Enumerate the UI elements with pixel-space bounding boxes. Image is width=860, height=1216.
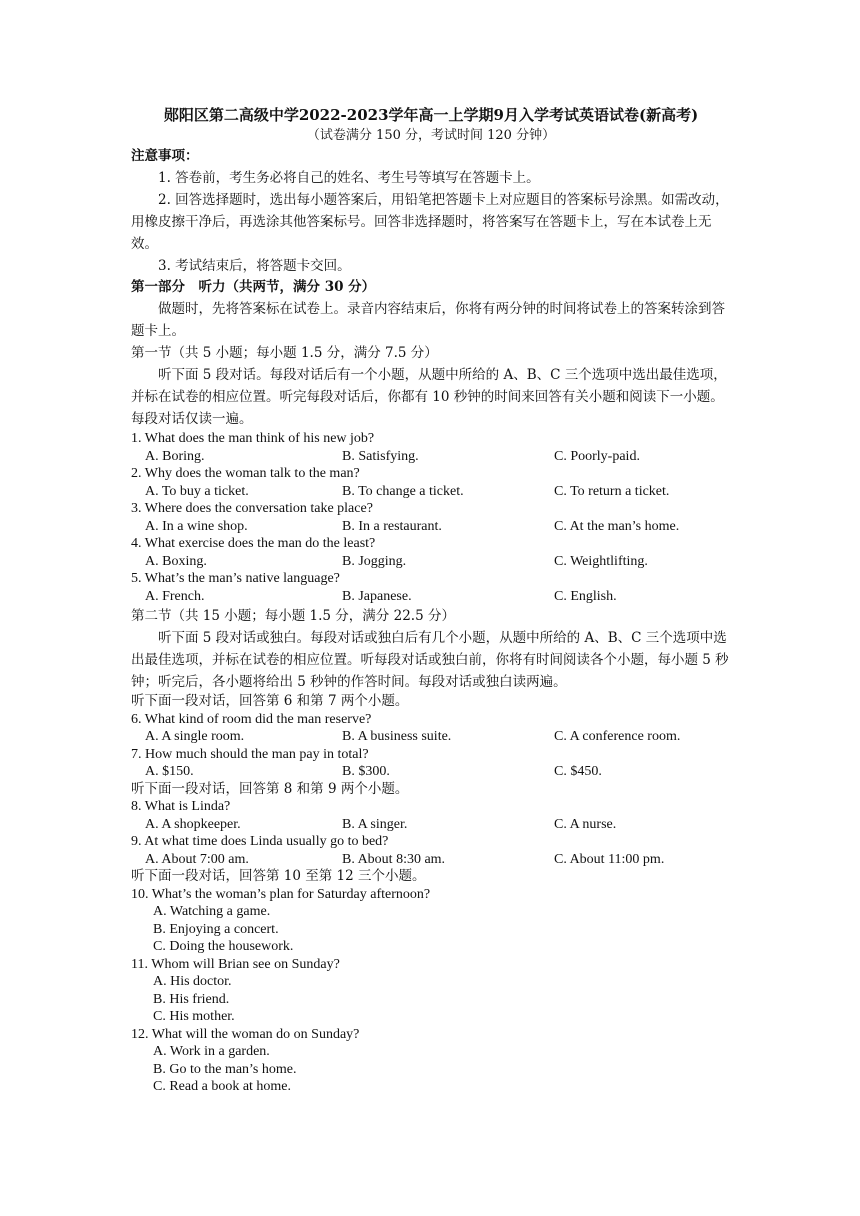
question-block (131, 956, 731, 1026)
question-text: 10. What’s the woman’s plan for Saturday afternoon? (131, 886, 431, 902)
option-a: A. Boring. (145, 448, 205, 464)
option-b: B. A business suite. (342, 729, 452, 744)
option-a: A. $150. (145, 764, 194, 779)
option-a: A. A shopkeeper. (145, 816, 241, 832)
question-options (131, 518, 731, 536)
exam-page (131, 104, 731, 1096)
option-b: B. Enjoying a concert. (153, 921, 279, 937)
question-options (131, 448, 731, 466)
option-c: C. Doing the housework. (153, 939, 294, 954)
option-b: B. A singer. (342, 816, 408, 832)
exam-subtitle: （试卷满分 150 分，考试时间 120 分钟） (306, 128, 556, 143)
option-a: A. About 7:00 am. (145, 851, 249, 867)
question-options (131, 588, 731, 606)
option-c: C. English. (554, 588, 617, 604)
option-a: A. Watching a game. (153, 904, 271, 919)
question-options (131, 763, 731, 781)
option-c: C. $450. (554, 764, 602, 779)
question-block (131, 798, 731, 833)
question-block (131, 430, 731, 465)
section1-intro: 听下面 5 段对话。每段对话后有一个小题，从题中所给的 A、B、C 三个选项中选出最佳选项，并标在试卷的相应位置。听完每段对话后，你都有 10 秒钟的时间来回答有关小题和阅读下一小题。每段对话仅读一遍。 (131, 367, 727, 427)
option-c: C. To return a ticket. (554, 483, 670, 499)
option-b: B. Jogging. (342, 553, 407, 569)
question-options (131, 816, 731, 834)
question-block (131, 500, 731, 535)
group-instruction: 听下面一段对话，回答第 10 至第 12 三个小题。 (131, 868, 426, 884)
option-a: A. A single room. (145, 729, 245, 744)
question-options (131, 851, 731, 869)
question-text: 1. What does the man think of his new job? (131, 431, 375, 446)
question-text: 3. Where does the conversation take place? (131, 501, 373, 516)
question-block (131, 1026, 731, 1096)
question-text: 8. What is Linda? (131, 799, 231, 814)
question-options (131, 553, 731, 571)
question-text: 9. At what time does Linda usually go to bed? (131, 834, 389, 849)
section2-intro: 听下面 5 段对话或独白。每段对话或独白后有几个小题，从题中所给的 A、B、C 三个选项中选出最佳选项，并标在试卷的相应位置。听每段对话或独白前，你将有时间阅读各个小题，每小题 5 秒钟；听完后，各小题将给出 5 秒钟的作答时间。每段对话或独白读两遍。 (131, 630, 729, 690)
option-a: A. To buy a ticket. (145, 483, 249, 499)
option-a: A. French. (145, 588, 205, 604)
option-b: B. Satisfying. (342, 448, 419, 464)
option-b: B. His friend. (153, 991, 230, 1007)
question-block (131, 570, 731, 605)
option-b: B. In a restaurant. (342, 518, 442, 534)
notice-item: 1. 答卷前，考生务必将自己的姓名、考生号等填写在答题卡上。 (158, 170, 540, 186)
option-c: C. Weightlifting. (554, 553, 648, 569)
option-a: A. Boxing. (145, 553, 207, 569)
question-options (131, 728, 731, 746)
question-block (131, 746, 731, 781)
question-text: 2. Why does the woman talk to the man? (131, 466, 360, 481)
option-b: B. About 8:30 am. (342, 851, 446, 867)
option-b: B. To change a ticket. (342, 483, 464, 499)
question-text: 7. How much should the man pay in total? (131, 746, 369, 762)
option-a: A. In a wine shop. (145, 518, 248, 534)
question-block (131, 833, 731, 868)
question-block (131, 535, 731, 570)
exam-title: 郧阳区第二高级中学2022-2023学年高一上学期9月入学考试英语试卷(新高考) (163, 106, 699, 124)
question-text: 4. What exercise does the man do the least? (131, 536, 376, 551)
notice-item: 3. 考试结束后，将答题卡交回。 (158, 258, 351, 274)
option-a: A. His doctor. (153, 974, 232, 989)
option-c: C. Poorly-paid. (554, 448, 640, 464)
part1-intro: 做题时，先将答案标在试卷上。录音内容结束后，你将有两分钟的时间将试卷上的答案转涂到答题卡上。 (131, 301, 725, 339)
notice-item: 2. 回答选择题时，选出每小题答案后，用铅笔把答题卡上对应题目的答案标号涂黑。如需改动，用橡皮擦干净后，再选涂其他答案标号。回答非选择题时，将答案写在答题卡上，写在本试卷上无效。 (131, 192, 729, 252)
group-instruction: 听下面一段对话，回答第 8 和第 9 两个小题。 (131, 780, 409, 797)
option-a: A. Work in a garden. (153, 1044, 270, 1059)
question-options (131, 483, 731, 501)
notice-heading: 注意事项： (131, 148, 199, 164)
option-c: C. About 11:00 pm. (554, 851, 665, 867)
option-b: B. Go to the man’s home. (153, 1061, 297, 1077)
question-text: 5. What’s the man’s native language? (131, 571, 340, 586)
question-block (131, 711, 731, 746)
question-text: 6. What kind of room did the man reserve? (131, 711, 372, 727)
option-c: C. Read a book at home. (153, 1079, 292, 1094)
section1-title: 第一节（共 5 小题；每小题 1.5 分，满分 7.5 分） (131, 345, 438, 361)
question-block (131, 886, 731, 956)
option-c: C. At the man’s home. (554, 518, 680, 534)
section2-title: 第二节（共 15 小题；每小题 1.5 分，满分 22.5 分） (131, 608, 455, 624)
option-c: C. A nurse. (554, 816, 617, 832)
option-c: C. His mother. (153, 1009, 235, 1024)
question-text: 12. What will the woman do on Sunday? (131, 1026, 360, 1042)
option-b: B. Japanese. (342, 588, 412, 604)
group-instruction: 听下面一段对话，回答第 6 和第 7 两个小题。 (131, 693, 409, 709)
option-b: B. $300. (342, 764, 390, 779)
question-block (131, 465, 731, 500)
question-text: 11. Whom will Brian see on Sunday? (131, 956, 340, 972)
option-c: C. A conference room. (554, 729, 681, 744)
part1-heading: 第一部分 听力（共两节，满分 30 分） (131, 279, 376, 295)
